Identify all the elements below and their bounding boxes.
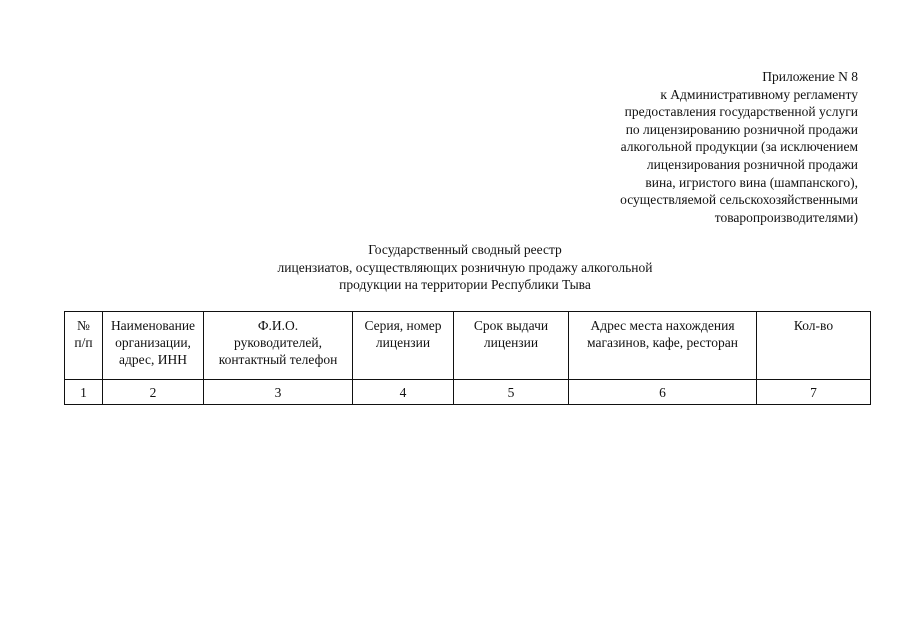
appendix-line: лицензирования розничной продажи bbox=[646, 156, 858, 172]
register-title bbox=[230, 241, 700, 294]
header-line: Ф.И.О. bbox=[257, 318, 299, 333]
appendix-block bbox=[518, 68, 858, 226]
registry-table bbox=[64, 311, 871, 405]
appendix-line: осуществляемой сельскохозяйственными bbox=[620, 192, 858, 208]
column-number-cell: 4 bbox=[353, 380, 454, 405]
header-cell-number bbox=[65, 312, 103, 380]
header-cell-address bbox=[569, 312, 757, 380]
header-cell-license-date bbox=[454, 312, 569, 380]
column-number-cell: 5 bbox=[454, 380, 569, 405]
header-cell-license-series bbox=[353, 312, 454, 380]
header-line: № bbox=[77, 318, 90, 333]
appendix-line: алкогольной продукции (за исключением bbox=[620, 139, 858, 155]
appendix-line: по лицензированию розничной продажи bbox=[625, 121, 858, 137]
header-cell-organization bbox=[103, 312, 204, 380]
register-title-line: Государственный сводный реестр bbox=[368, 242, 562, 257]
column-number-cell: 6 bbox=[569, 380, 757, 405]
header-line: адрес, ИНН bbox=[119, 352, 187, 367]
appendix-line: к Административному регламенту bbox=[660, 86, 858, 102]
column-number-row bbox=[65, 380, 871, 405]
register-title-line: лицензиатов, осуществляющих розничную продажу алкогольной bbox=[277, 259, 653, 275]
register-title-line: продукции на территории Республики Тыва bbox=[339, 277, 591, 292]
header-line: Адрес места нахождения bbox=[590, 318, 735, 333]
header-line: магазинов, кафе, ресторан bbox=[587, 335, 738, 350]
appendix-line: предоставления государственной услуги bbox=[624, 104, 858, 120]
header-line: контактный телефон bbox=[218, 352, 338, 367]
header-line: п/п bbox=[74, 335, 93, 350]
column-number-cell: 1 bbox=[65, 380, 103, 405]
header-line: организации, bbox=[115, 335, 191, 350]
header-line: Серия, номер bbox=[364, 318, 442, 333]
header-line: лицензии bbox=[375, 335, 431, 350]
appendix-line: товаропроизводителями) bbox=[714, 209, 858, 225]
header-row bbox=[65, 312, 871, 380]
column-number-cell: 7 bbox=[757, 380, 871, 405]
header-cell-managers bbox=[204, 312, 353, 380]
header-line: Срок выдачи bbox=[473, 318, 549, 333]
header-line: Кол-во bbox=[793, 318, 834, 333]
column-number-cell: 3 bbox=[204, 380, 353, 405]
appendix-line: вина, игристого вина (шампанского), bbox=[645, 174, 858, 190]
header-line: Наименование bbox=[110, 318, 196, 333]
column-number-cell: 2 bbox=[103, 380, 204, 405]
header-line: руководителей, bbox=[234, 335, 322, 350]
header-cell-quantity bbox=[757, 312, 871, 380]
appendix-line: Приложение N 8 bbox=[762, 69, 858, 84]
header-line: лицензии bbox=[483, 335, 539, 350]
